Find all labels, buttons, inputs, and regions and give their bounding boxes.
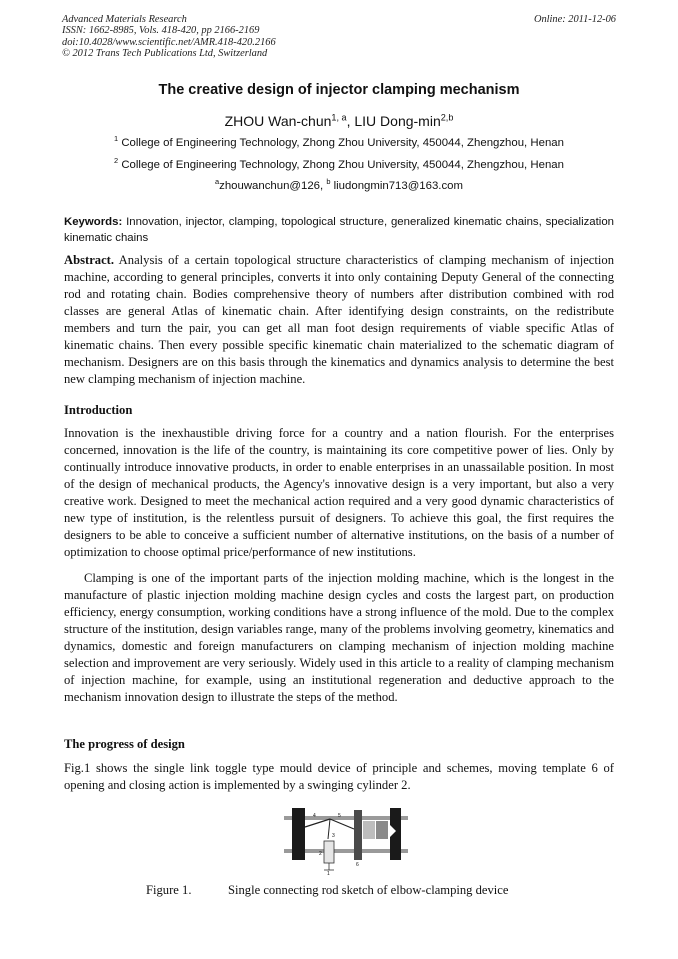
part-label: 5 bbox=[338, 813, 341, 819]
journal-name: Advanced Materials Research bbox=[62, 14, 187, 25]
email-superscript: b bbox=[326, 177, 331, 187]
issn-line: ISSN: 1662-8985, Vols. 418-420, pp 2166-2169 bbox=[62, 25, 260, 37]
figure-caption-text: Single connecting rod sketch of elbow-clamping device bbox=[228, 883, 509, 897]
swinging-cylinder bbox=[324, 841, 334, 863]
paper-title: The creative design of injector clamping mechanism bbox=[158, 82, 520, 98]
author-superscript: 1, a bbox=[331, 112, 347, 123]
part-label: 3 bbox=[332, 833, 335, 839]
keywords bbox=[64, 214, 614, 246]
keywords-label: Keywords: bbox=[64, 216, 123, 228]
mould-half bbox=[363, 821, 375, 839]
affiliation-superscript: 2 bbox=[114, 156, 119, 166]
abstract-text: Analysis of a certain topological structure characteristics of clamping mechanism of injection machine, according to general principles, converts it into only containing Deputy General of the connecting rod and rotating chain. Bodies comprehensive theory of numbers after distribution combined with rod classes are general Atlas of kinematic chain. After identifying design constraints, on the redistribute members and turn the pair, you can get all man foot design requirements of viable specific Atlas of kinematic chains. Then every possible specific kinematic chain materialized to the schematic diagram of mechanism. Designers are on this basis through the kinematics and dynamics analysis to determine the best new clamping mechanism of injection machine. bbox=[64, 253, 614, 386]
author-name: ZHOU Wan-chun bbox=[224, 113, 332, 129]
author-superscript: 2,b bbox=[440, 112, 454, 123]
part-label: 1 bbox=[327, 871, 330, 875]
copyright-line: © 2012 Trans Tech Publications Ltd, Switzerland bbox=[62, 48, 268, 60]
section-heading: The progress of design bbox=[64, 737, 185, 751]
affiliation-text: College of Engineering Technology, Zhong Zhou University, 450044, Zhengzhou, Henan bbox=[121, 137, 564, 149]
author-name: LIU Dong-min bbox=[354, 113, 441, 129]
doi-line: doi:10.4028/www.scientific.net/AMR.418-420.2166 bbox=[62, 36, 276, 48]
paragraph: Fig.1 shows the single link toggle type mould device of principle and schemes, moving template 6 of opening and closing action is implemented by a swinging cylinder 2. bbox=[64, 761, 614, 792]
affiliation-text: College of Engineering Technology, Zhong Zhou University, 450044, Zhengzhou, Henan bbox=[121, 159, 564, 171]
mould-half bbox=[376, 821, 388, 839]
abstract bbox=[64, 252, 614, 388]
figure-number: Figure 1. bbox=[146, 883, 192, 897]
online-date: Online: 2011-12-06 bbox=[533, 14, 616, 25]
email-line bbox=[0, 177, 678, 192]
author-separator: , bbox=[346, 113, 355, 129]
figure-caption bbox=[146, 883, 508, 898]
affiliation bbox=[0, 156, 678, 171]
rear-plate bbox=[292, 808, 305, 860]
journal-header bbox=[62, 14, 616, 60]
email-link[interactable]: liudongmin713@163.com bbox=[333, 180, 463, 192]
abstract-label: Abstract. bbox=[64, 253, 115, 267]
affiliation-superscript: 1 bbox=[114, 134, 119, 144]
email-link[interactable]: zhouwanchun@126, bbox=[219, 180, 327, 192]
author-line bbox=[0, 113, 678, 129]
part-label: 6 bbox=[356, 862, 359, 868]
keywords-text: Innovation, injector, clamping, topological structure, generalized kinematic chains, specialization kinematic chains bbox=[64, 216, 614, 244]
clamping-mechanism-figure bbox=[280, 803, 412, 875]
paragraph: Clamping is one of the important parts of the injection molding machine, which is the longest in the manufacture of plastic injection molding machine design cycles and costs the largest part, on production efficiency, energy consumption, working conditions have a strong influence of the mold. Due to the complex structure of the institution, design variables range, many of the problems involving geometry, kinematics and dynamics, domestic and foreign manufacturers on clamping mechanism of injection molding machine selection and improvement are very seriously. Widely used in this article to a reality of clamping mechanism of injection machine, for example, using an institutional regeneration and deductive approach to the mechanism innovation design to illustrate the steps of the method. bbox=[64, 571, 614, 704]
affiliation bbox=[0, 134, 678, 149]
section-heading: Introduction bbox=[64, 403, 133, 417]
moving-platen bbox=[354, 810, 362, 860]
email-superscript: a bbox=[215, 177, 220, 187]
paragraph: Innovation is the inexhaustible driving force for a country and a nation flourish. For the enterprises concerned, innovation is the life of the country, is maintaining its core competitive power of lies. Only by continually introduce innovative products, in order to enable enterprises in an unassailable position. In most of the design of mechanical products, the Agency's innovative design is a very important, but also a very creative work. Designed to meet the mechanical action required and a very good dynamic characteristics of new type of institution, is the relentless pursuit of designers. To achieve this goal, the first requires the designers to be able to conceive a sufficient number of alternative institutions, on the basis of a number of optimization to choose optimal price/performance of new institutions. bbox=[64, 426, 614, 559]
part-label: 4 bbox=[313, 813, 316, 819]
part-label: 2 bbox=[319, 851, 322, 857]
